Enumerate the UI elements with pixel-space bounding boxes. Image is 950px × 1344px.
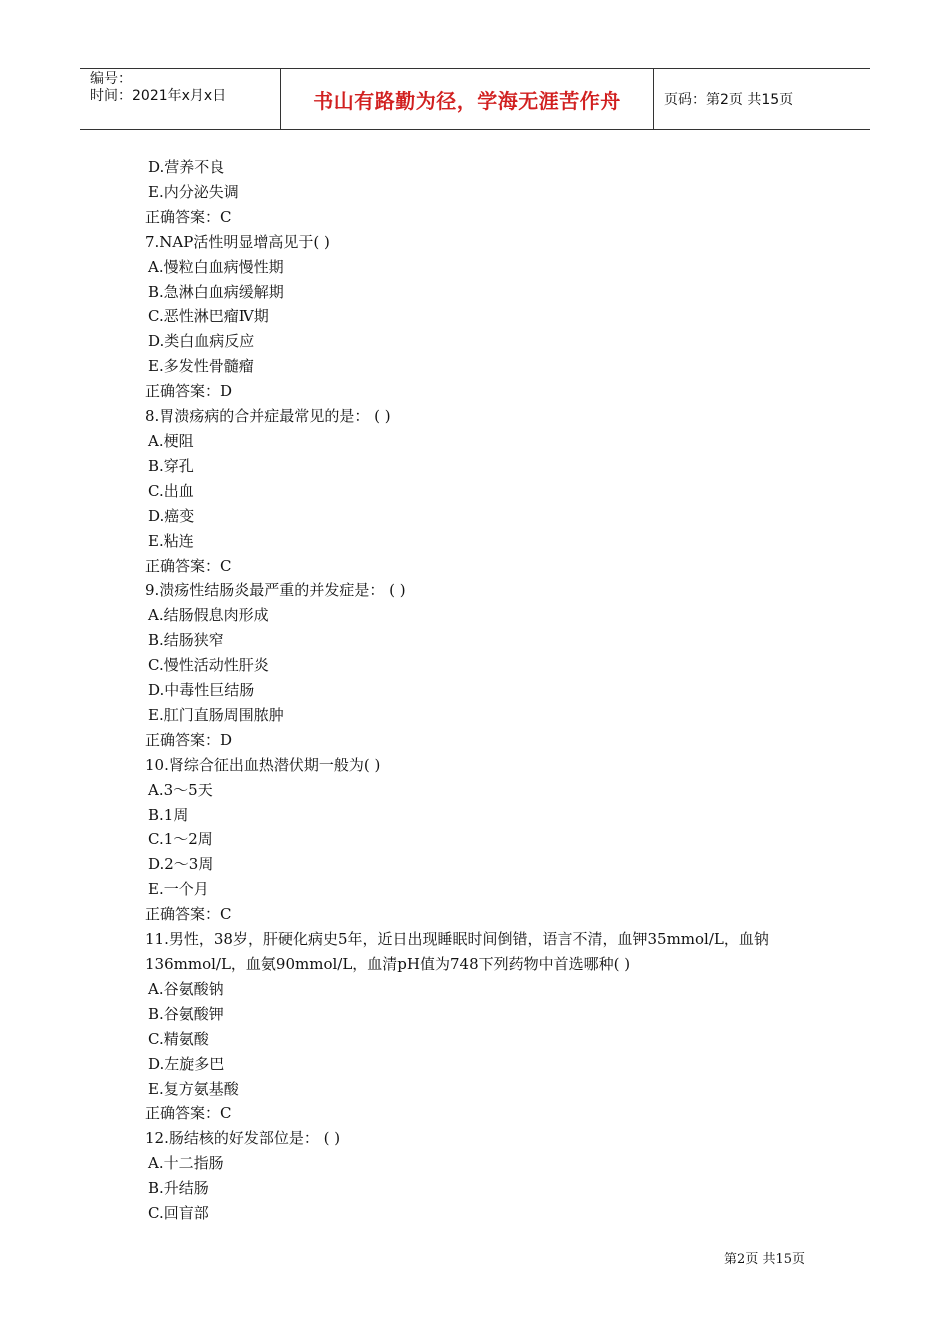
answer-option: E.一个月 xyxy=(148,880,209,899)
page-header xyxy=(80,68,870,130)
footer-page-info: 第2页 共15页 xyxy=(724,1252,805,1267)
answer-option: D.营养不良 xyxy=(148,158,225,176)
number-label: 编号： xyxy=(90,71,132,87)
time-label: 时间：2021年x月x日 xyxy=(90,88,227,104)
answer-option: E.内分泌失调 xyxy=(148,182,239,201)
answer-option: C.出血 xyxy=(148,481,194,500)
question-text: 11.男性，38岁，肝硬化病史5年，近日出现睡眠时间倒错，语言不清，血钾35mmol/L，血钠 xyxy=(145,930,769,949)
correct-answer: 正确答案：D xyxy=(145,382,233,401)
answer-option: B.穿孔 xyxy=(148,456,194,475)
question-text: 9.溃疡性结肠炎最严重的并发症是： ( ) xyxy=(145,581,406,600)
answer-option: B.急淋白血病缓解期 xyxy=(148,282,284,301)
answer-option: C.恶性淋巴瘤Ⅳ期 xyxy=(148,307,269,326)
correct-answer: 正确答案：C xyxy=(145,1104,232,1123)
correct-answer: 正确答案：C xyxy=(145,556,232,575)
answer-option: E.肛门直肠周围脓肿 xyxy=(148,705,284,724)
answer-option: E.粘连 xyxy=(148,531,194,550)
question-text: 10.肾综合征出血热潜伏期一般为( ) xyxy=(145,755,381,774)
answer-option: B.结肠狭窄 xyxy=(148,631,224,650)
header-page-info: 页码：第2页 共15页 xyxy=(664,92,794,108)
answer-option: D.左旋多巴 xyxy=(148,1054,225,1073)
answer-option: C.精氨酸 xyxy=(148,1029,209,1048)
answer-option: D.癌变 xyxy=(148,506,195,525)
correct-answer: 正确答案：C xyxy=(145,905,232,924)
answer-option: E.复方氨基酸 xyxy=(148,1079,239,1098)
correct-answer: 正确答案：C xyxy=(145,207,232,226)
answer-option: B.1周 xyxy=(148,805,189,824)
answer-option: D.中毒性巨结肠 xyxy=(148,681,255,700)
correct-answer: 正确答案：D xyxy=(145,730,233,749)
answer-option: A.3～5天 xyxy=(148,780,213,799)
question-text: 136mmol/L，血氨90mmol/L，血清pH值为748下列药物中首选哪种( ) xyxy=(145,955,631,973)
question-text: 12.肠结核的好发部位是： ( ) xyxy=(145,1129,341,1148)
answer-option: B.升结肠 xyxy=(148,1179,209,1198)
question-text: 8.胃溃疡病的合并症最常见的是： ( ) xyxy=(145,407,391,426)
answer-option: A.谷氨酸钠 xyxy=(148,979,224,998)
answer-option: A.十二指肠 xyxy=(148,1154,224,1173)
header-meta xyxy=(80,69,281,129)
answer-option: C.回盲部 xyxy=(148,1204,209,1223)
answer-option: A.梗阻 xyxy=(148,431,194,450)
question-text: 7.NAP活性明显增高见于( ) xyxy=(145,232,330,251)
answer-option: A.慢粒白血病慢性期 xyxy=(148,257,284,276)
answer-option: B.谷氨酸钾 xyxy=(148,1004,224,1023)
answer-option: A.结肠假息肉形成 xyxy=(148,606,269,625)
header-motto: 书山有路勤为径，学海无涯苦作舟 xyxy=(281,69,654,129)
answer-option: D.类白血病反应 xyxy=(148,332,255,351)
answer-option: C.1～2周 xyxy=(148,830,213,849)
answer-option: E.多发性骨髓瘤 xyxy=(148,357,254,376)
answer-option: D.2～3周 xyxy=(148,855,214,874)
answer-option: C.慢性活动性肝炎 xyxy=(148,656,269,675)
document-body xyxy=(145,155,815,1226)
